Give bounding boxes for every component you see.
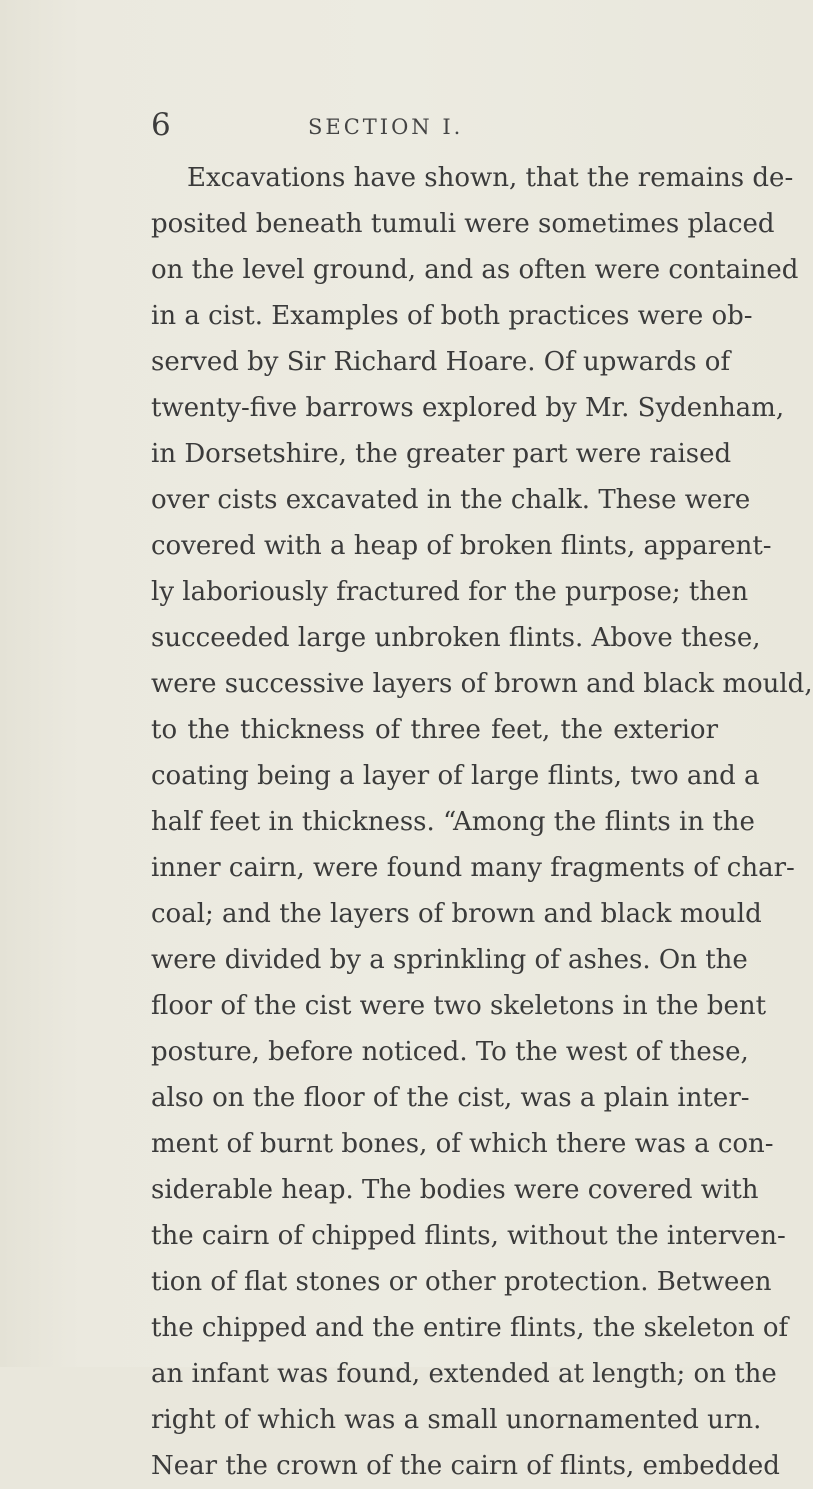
text-line: also on the floor of the cist, was a plain inter-: [151, 1083, 750, 1113]
text-line: floor of the cist were two skeletons in the bent: [151, 991, 767, 1021]
text-line: ment of burnt bones, of which there was a con-: [151, 1129, 774, 1159]
page-header: [0, 108, 800, 142]
page-number: 6: [151, 107, 171, 143]
text-line: in Dorsetshire, the greater part were raised: [151, 439, 732, 469]
text-line: posited beneath tumuli were sometimes placed: [151, 209, 775, 239]
text-line: Excavations have shown, that the remains de-: [187, 163, 794, 193]
text-line: twenty-five barrows explored by Mr. Sydenham,: [151, 393, 785, 423]
text-line: in a cist. Examples of both practices were ob-: [151, 301, 753, 331]
text-line: coal; and the layers of brown and black mould: [151, 899, 762, 929]
text-line: an infant was found, extended at length; on the: [151, 1359, 777, 1389]
text-line: were successive layers of brown and black mould,: [151, 669, 813, 699]
text-line: on the level ground, and as often were contained: [151, 255, 799, 285]
running-head: SECTION I.: [308, 115, 464, 139]
text-line: served by Sir Richard Hoare. Of upwards of: [151, 347, 731, 377]
text-line: right of which was a small unornamented urn.: [151, 1405, 762, 1435]
text-line: inner cairn, were found many fragments of char-: [151, 853, 795, 883]
text-line: half feet in thickness. “Among the flints in the: [151, 807, 755, 837]
text-line: the chipped and the entire flints, the skeleton of: [151, 1313, 789, 1343]
text-line: tion of flat stones or other protection. Between: [151, 1267, 772, 1297]
text-line: coating being a layer of large flints, two and a: [151, 761, 760, 791]
body-text: [151, 155, 813, 1489]
text-line: over cists excavated in the chalk. These were: [151, 485, 751, 515]
text-line: ly laboriously fractured for the purpose; then: [151, 577, 749, 607]
text-line: to the thickness of three feet, the exterior: [151, 715, 718, 745]
text-line: succeeded large unbroken flints. Above these,: [151, 623, 761, 653]
text-line: Near the crown of the cairn of flints, embedded: [151, 1451, 780, 1481]
text-line: siderable heap. The bodies were covered with: [151, 1175, 759, 1205]
text-line: were divided by a sprinkling of ashes. On the: [151, 945, 748, 975]
text-line: covered with a heap of broken flints, apparent-: [151, 531, 772, 561]
text-line: the cairn of chipped flints, without the interven-: [151, 1221, 786, 1251]
text-line: posture, before noticed. To the west of these,: [151, 1037, 749, 1067]
